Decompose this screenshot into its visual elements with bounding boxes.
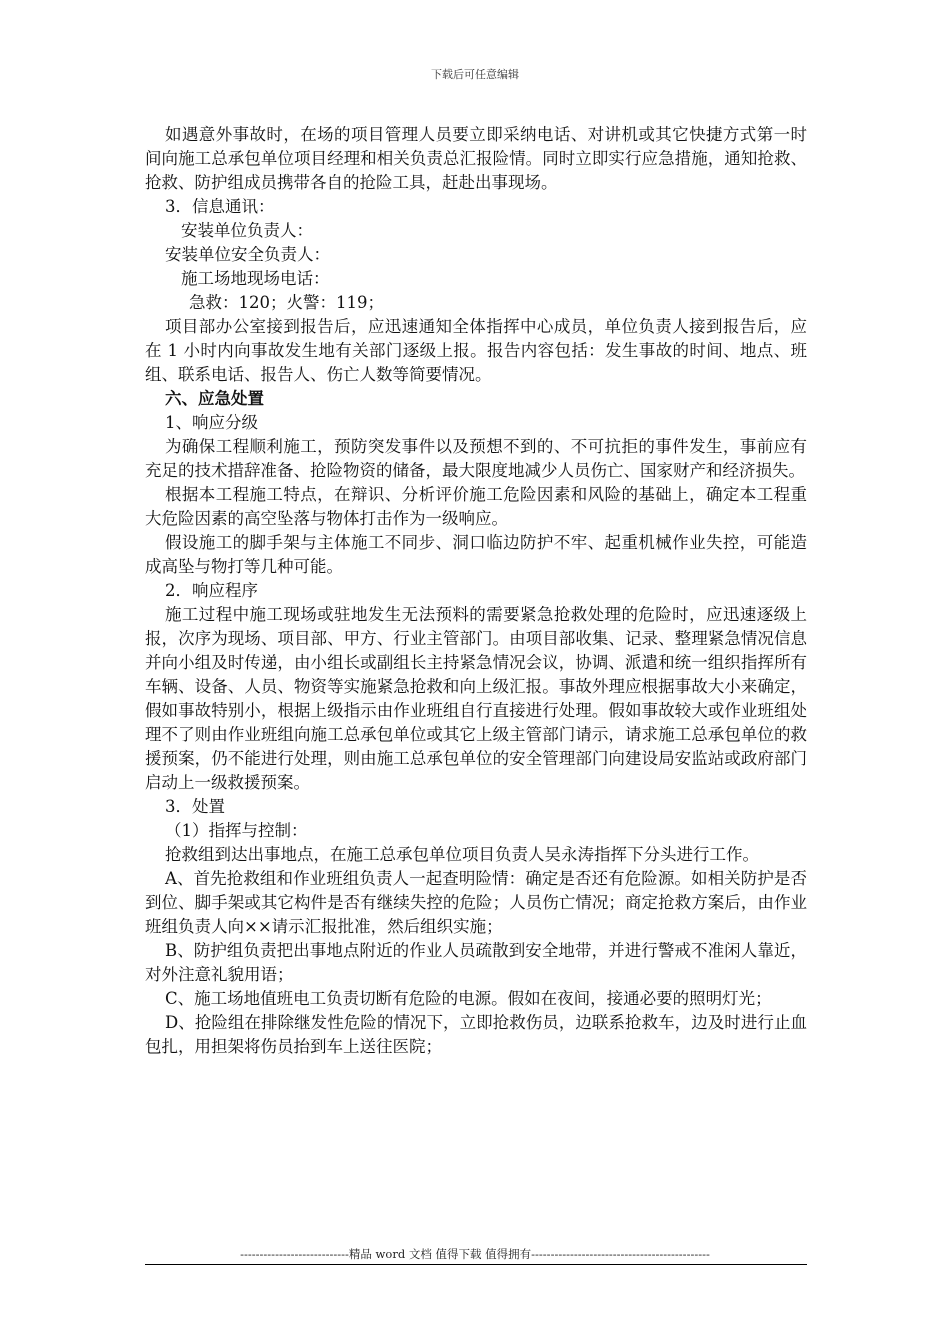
document-body [145,123,807,1059]
paragraph-response-levels-1: 为确保工程顺利施工，预防突发事件以及预想不到的、不可抗拒的事件发生，事前应有充足的技术措辞准备、抢险物资的储备，最大限度地减少人员伤亡、国家财产和经济损失。 [145,437,807,480]
page-header: 下载后可任意编辑 [431,68,519,81]
section-heading-emergency-disposal: 六、应急处置 [165,389,264,408]
paragraph-response-levels-3: 假设施工的脚手架与主体施工不同步、洞口临边防护不牢、起重机械作业失控，可能造成高坠与物打等几种可能。 [145,533,807,576]
subheading-disposal: 3．处置 [165,797,225,816]
paragraph-office-report: 项目部办公室接到报告后，应迅速通知全体指挥中心成员，单位负责人接到报告后，应在 1 小时内向事故发生地有关部门逐级上报。报告内容包括：发生事故的时间、地点、班组、联系电话、报告人、伤亡人数等简要情况。 [145,317,807,384]
line-install-safety-leader: 安装单位安全负责人： [165,245,330,264]
paragraph-response-levels-2: 根据本工程施工特点，在辩识、分析评价施工危险因素和风险的基础上，确定本工程重大危险因素的高空坠落与物体打击作为一级响应。 [145,485,807,528]
footer-rule [145,1264,807,1265]
line-install-unit-leader: 安装单位负责人： [181,221,313,240]
page-footer: ----------------------------精品 word 文档 值得下载 值得拥有---------------------------------------------- [240,1247,710,1261]
subheading-command-control: （1）指挥与控制： [165,821,308,840]
subheading-response-procedure: 2．响应程序 [165,581,258,600]
paragraph-accident-report: 如遇意外事故时，在场的项目管理人员要立即采纳电话、对讲机或其它快捷方式第一时间向施工总承包单位项目经理和相关负责总汇报险情。同时立即实行应急措施，通知抢救、抢救、防护组成员携带各自的抢险工具，赶赴出事现场。 [145,125,807,192]
line-emergency-numbers: 急救：120；火警：119； [189,293,384,312]
paragraph-item-b: B、防护组负责把出事地点附近的作业人员疏散到安全地带，并进行警戒不准闲人靠近，对外注意礼貌用语； [145,941,807,984]
paragraph-item-a: A、首先抢救组和作业班组负责人一起查明险情：确定是否还有危险源。如相关防护是否到位、脚手架或其它构件是否有继续失控的危险；人员伤亡情况；商定抢救方案后，由作业班组负责人向××请示汇报批准，然后组织实施； [145,869,807,936]
subheading-response-levels: 1、响应分级 [165,413,258,432]
heading-info-communication: 3．信息通讯： [165,197,275,216]
paragraph-rescue-arrival: 抢救组到达出事地点，在施工总承包单位项目负责人吴永涛指挥下分头进行工作。 [165,845,759,864]
line-site-phone: 施工场地现场电话： [181,269,330,288]
paragraph-response-procedure: 施工过程中施工现场或驻地发生无法预料的需要紧急抢救处理的危险时，应迅速逐级上报，次序为现场、项目部、甲方、行业主管部门。由项目部收集、记录、整理紧急情况信息并向小组及时传递，由小组长或副组长主持紧急情况会议，协调、派遣和统一组织指挥所有车辆、设备、人员、物资等实施紧急抢救和向上级汇报。事故外理应根据事故大小来确定，假如事故特别小，根据上级指示由作业班组自行直接进行处理。假如事故较大或作业班组处理不了则由作业班组向施工总承包单位或其它上级主管部门请示，请求施工总承包单位的救援预案，仍不能进行处理，则由施工总承包单位的安全管理部门向建设局安监站或政府部门启动上一级救援预案。 [145,605,807,792]
paragraph-item-c: C、施工场地值班电工负责切断有危险的电源。假如在夜间，接通必要的照明灯光； [165,989,772,1008]
paragraph-item-d: D、抢险组在排除继发性危险的情况下，立即抢救伤员，边联系抢救车，边及时进行止血包扎，用担架将伤员抬到车上送往医院； [145,1013,807,1056]
